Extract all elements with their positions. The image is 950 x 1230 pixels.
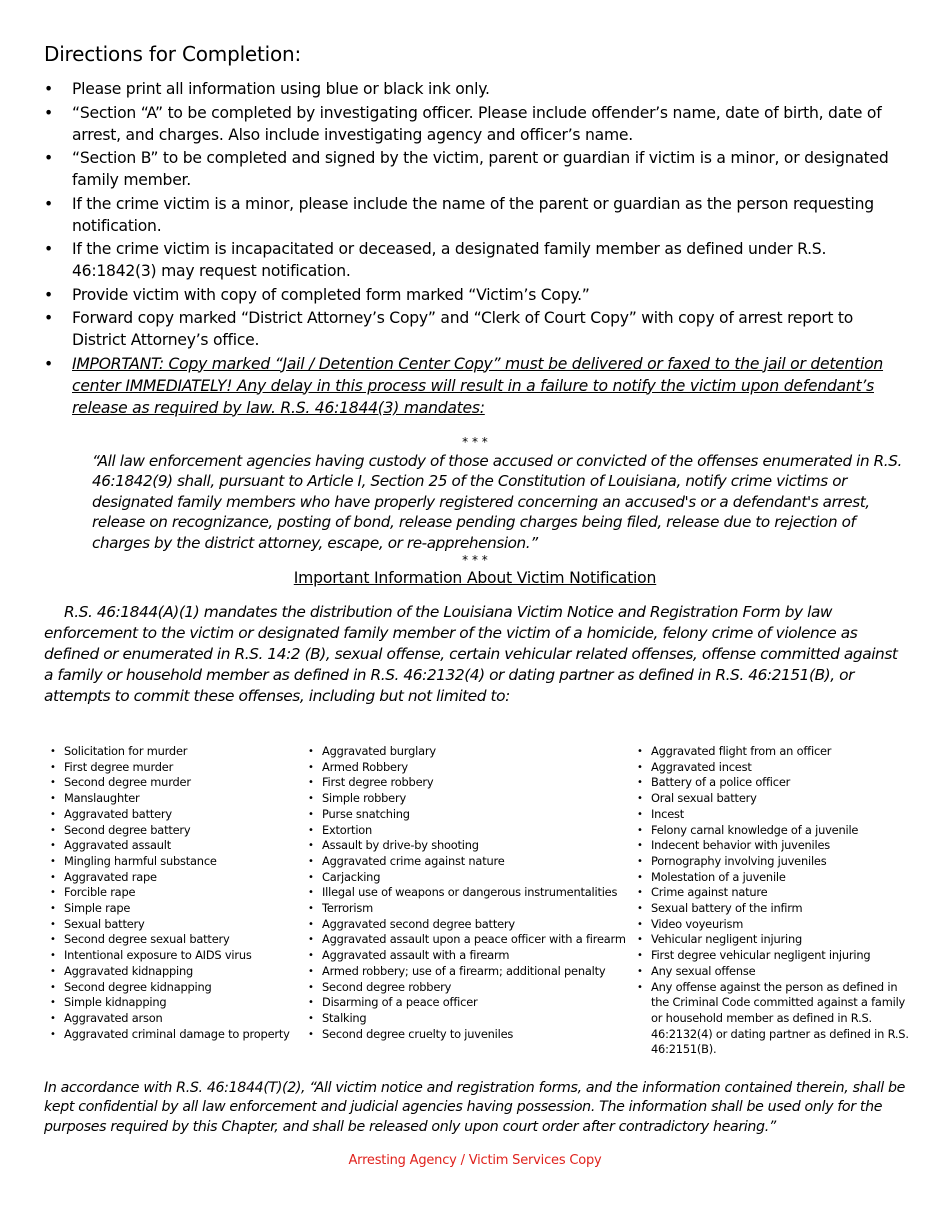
statute-quote: “All law enforcement agencies having custody of those accused or convicted of the offenses enumerated in R.S. 46:1842(9) shall, pursuant to Article I, Section 25 of the Constitution of Louisiana, notify crime victims or designated family members who have properly registered concerning an accused's or a defendant's arrest, release on recognizance, posting of bond, release pending charges being filed, release due to rejection of charges by the district attorney, escape, or re-apprehension.” [92,451,902,552]
offense-item: • Aggravated battery [50,807,300,823]
confidentiality-statement: In accordance with R.S. 46:1844(T)(2), “All victim notice and registration forms, and the information contained therein, shall be kept confidential by all law enforcement and judicial agencies having possession. The information shall be used only for the purposes required by this Chapter, and shall be released only upon court order after contradictory hearing.” [44,1080,905,1135]
offense-item: • Second degree battery [50,823,300,839]
offense-column-2 [308,744,628,1042]
offense-item: • Simple robbery [308,791,628,807]
offense-item: • First degree robbery [308,775,628,791]
offense-item: • Aggravated incest [637,760,917,776]
offense-item: • Assault by drive-by shooting [308,838,628,854]
offense-item: • First degree vehicular negligent injuring [637,948,917,964]
offense-item: • Carjacking [308,870,628,886]
offense-item: • Video voyeurism [637,917,917,933]
offense-item: • Aggravated second degree battery [308,917,628,933]
offense-item: • Terrorism [308,901,628,917]
offense-item: • Disarming of a peace officer [308,995,628,1011]
offense-item: • Aggravated assault [50,838,300,854]
offense-item: • Aggravated arson [50,1011,300,1027]
offense-item: • Felony carnal knowledge of a juvenile [637,823,917,839]
offense-item: • Second degree murder [50,775,300,791]
offense-item: • Simple rape [50,901,300,917]
offense-item: • Incest [637,807,917,823]
form-page [44,42,906,707]
offense-item: • Crime against nature [637,885,917,901]
offense-item: • Battery of a police officer [637,775,917,791]
offense-column-1 [50,744,300,1042]
offense-item: • Sexual battery of the infirm [637,901,917,917]
important-direction-item: • IMPORTANT: Copy marked “Jail / Detention Center Copy” must be delivered or faxed to the jail or detention center IMMEDIATELY! Any delay in this process will result in a failure to notify the victim upon defendant’s release as required by law. R.S. 46:1844(3) mandates: [44,353,906,419]
direction-item: • Please print all information using blue or black ink only. [44,78,906,100]
direction-item: • Forward copy marked “District Attorney’s Copy” and “Clerk of Court Copy” with copy of arrest report to District Attorney’s office. [44,307,906,351]
offense-lists [0,744,950,1057]
section-title: Important Information About Victim Notification [293,569,657,588]
offense-item: • Aggravated flight from an officer [637,744,917,760]
offense-item: • First degree murder [50,760,300,776]
offense-item: • Molestation of a juvenile [637,870,917,886]
offense-column-3 [637,744,917,1058]
offense-item: • Aggravated criminal damage to property [50,1027,300,1043]
offense-item: • Pornography involving juveniles [637,854,917,870]
offense-item: • Solicitation for murder [50,744,300,760]
direction-item: • If the crime victim is a minor, please include the name of the parent or guardian as the person requesting notification. [44,193,906,237]
offense-item: • Armed robbery; use of a firearm; additional penalty [308,964,628,980]
separator-top: * * * [462,434,488,449]
offense-item: • Aggravated kidnapping [50,964,300,980]
offense-item: • Any offense against the person as defined in the Criminal Code committed against a family or household member as defined in R.S. 46:2132(4) or dating partner as defined in R.S. 46:2151(B). [637,980,917,1059]
offense-item: • Oral sexual battery [637,791,917,807]
copy-label: Arresting Agency / Victim Services Copy [348,1153,602,1168]
direction-item: • Provide victim with copy of completed form marked “Victim’s Copy.” [44,284,906,306]
offense-item: • Vehicular negligent injuring [637,932,917,948]
directions-list [44,78,906,419]
offense-item: • Armed Robbery [308,760,628,776]
offense-item: • Intentional exposure to AIDS virus [50,948,300,964]
offense-item: • Extortion [308,823,628,839]
directions-title: Directions for Completion: [44,42,302,66]
offense-item: • Stalking [308,1011,628,1027]
direction-item: • “Section “A” to be completed by investigating officer. Please include offender’s name, date of birth, date of arrest, and charges. Also include investigating agency and officer’s name. [44,102,906,146]
offense-item: • Any sexual offense [637,964,917,980]
offense-item: • Sexual battery [50,917,300,933]
direction-item: • “Section B” to be completed and signed by the victim, parent or guardian if victim is a minor, or designated family member. [44,147,906,191]
offense-item: • Second degree kidnapping [50,980,300,996]
offense-item: • Second degree cruelty to juveniles [308,1027,628,1043]
offense-item: • Illegal use of weapons or dangerous instrumentalities [308,885,628,901]
separator-bottom: * * * [462,553,488,568]
offense-item: • Aggravated assault with a firearm [308,948,628,964]
offense-item: • Forcible rape [50,885,300,901]
offense-item: • Mingling harmful substance [50,854,300,870]
offense-item: • Purse snatching [308,807,628,823]
offense-item: • Simple kidnapping [50,995,300,1011]
offense-item: • Aggravated burglary [308,744,628,760]
offense-item: • Aggravated crime against nature [308,854,628,870]
offense-item: • Second degree robbery [308,980,628,996]
offense-item: • Aggravated assault upon a peace officer with a firearm [308,932,628,948]
mandate-paragraph: R.S. 46:1844(A)(1) mandates the distribution of the Louisiana Victim Notice and Registration Form by law enforcement to the victim or designated family member of the victim of a homicide, felony crime of violence as defined or enumerated in R.S. 14:2 (B), sexual offense, certain vehicular related offenses, offense committed against a family or household member as defined in R.S. 46:2132(4) or dating partner as defined in R.S. 46:2151(B), or attempts to commit these offenses, including but not limited to: [44,603,898,706]
direction-item: • If the crime victim is incapacitated or deceased, a designated family member as defined under R.S. 46:1842(3) may request notification. [44,238,906,282]
offense-item: • Manslaughter [50,791,300,807]
offense-item: • Indecent behavior with juveniles [637,838,917,854]
offense-item: • Aggravated rape [50,870,300,886]
offense-item: • Second degree sexual battery [50,932,300,948]
